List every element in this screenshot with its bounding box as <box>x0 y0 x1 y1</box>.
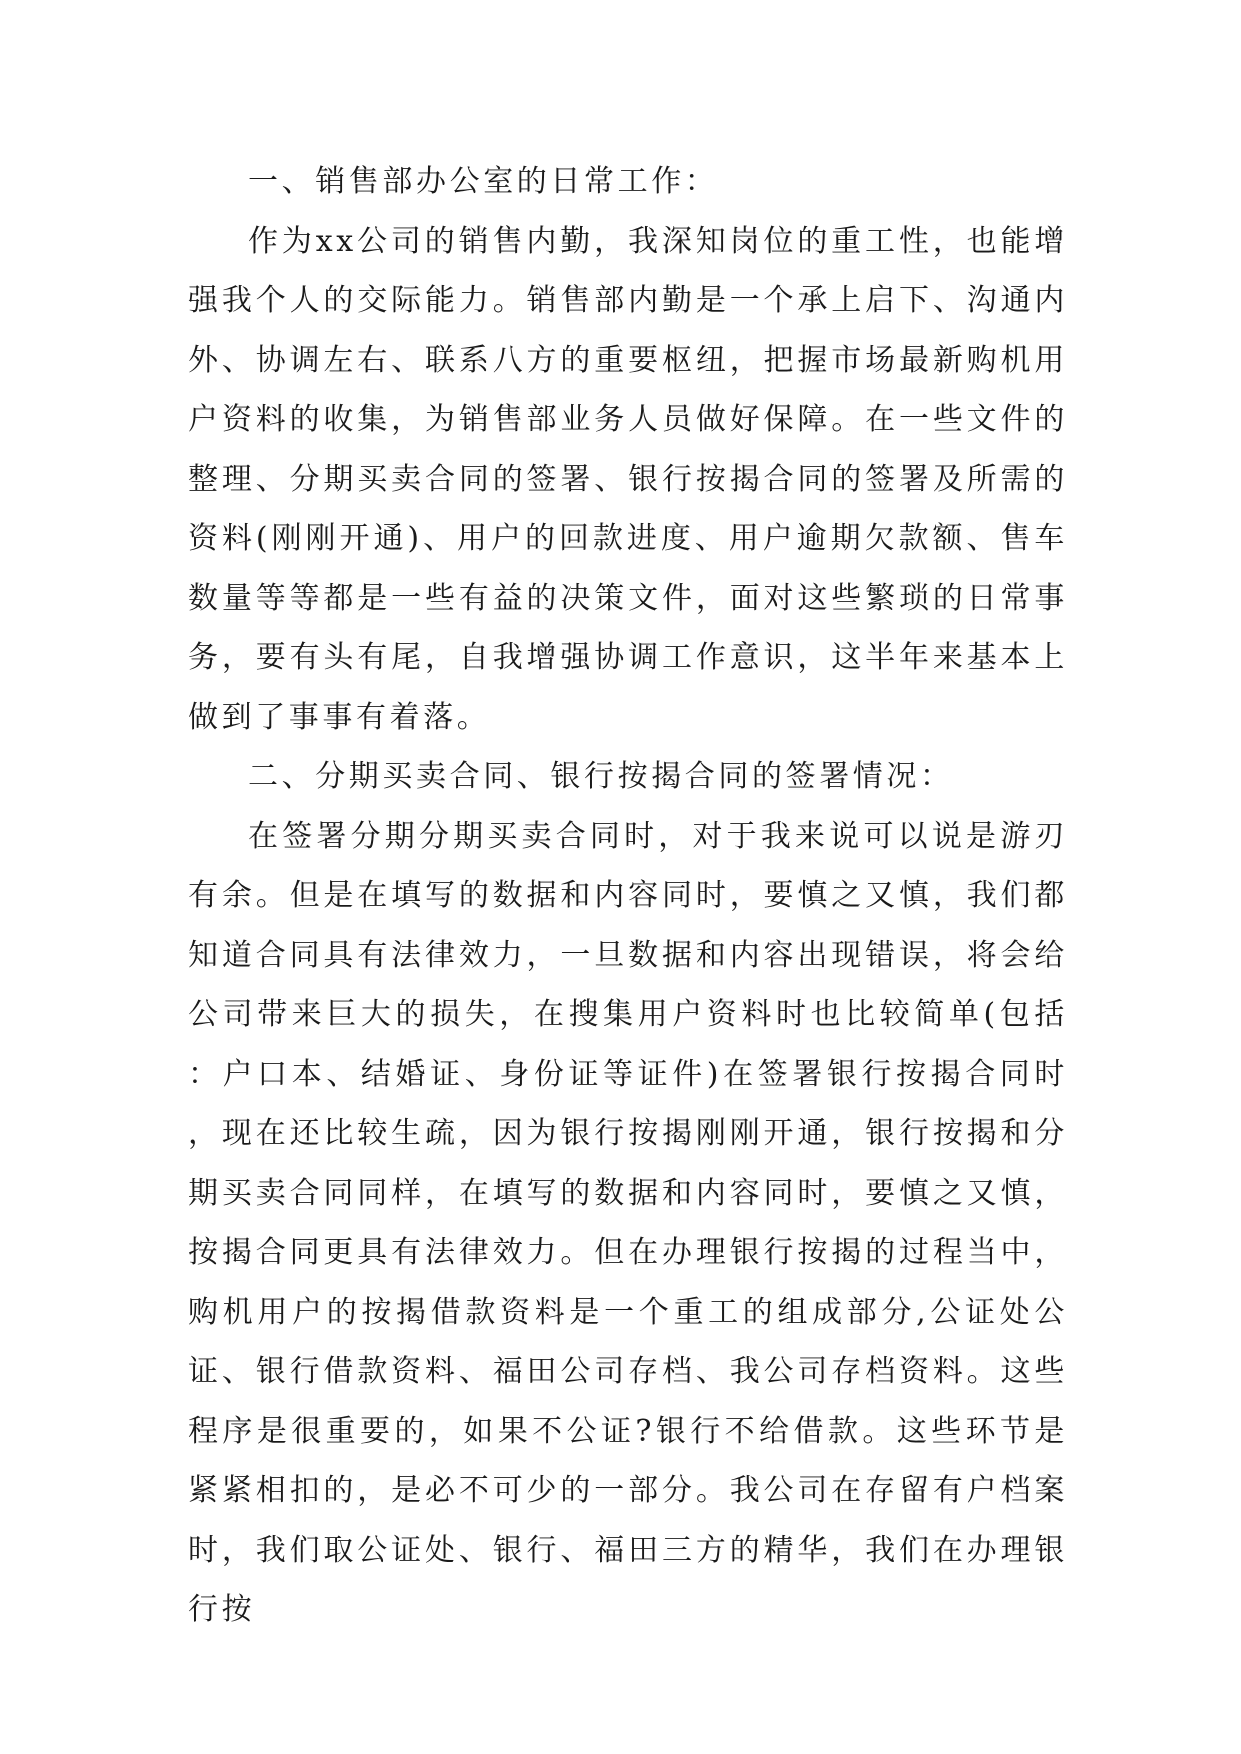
paragraph-contracts: 在签署分期分期买卖合同时，对于我来说可以说是游刃有余。但是在填写的数据和内容同时，要慎之又慎，我们都知道合同具有法律效力，一旦数据和内容出现错误，将会给公司带来巨大的损失，在搜集用户资料时也比较简单(包括：户口本、结婚证、身份证等证件)在签署银行按揭合同时，现在还比较生疏，因为银行按揭刚刚开通，银行按揭和分期买卖合同同样，在填写的数据和内容同时，要慎之又慎，按揭合同更具有法律效力。但在办理银行按揭的过程当中，购机用户的按揭借款资料是一个重工的组成部分,公证处公证、银行借款资料、福田公司存档、我公司存档资料。这些程序是很重要的，如果不公证?银行不给借款。这些环节是紧紧相扣的，是必不可少的一部分。我公司在存留有户档案时，我们取公证处、银行、福田三方的精华，我们在办理银行按 <box>188 818 1068 1627</box>
section-heading-contracts: 二、分期买卖合同、银行按揭合同的签署情况： <box>248 759 954 794</box>
paragraph-daily-work: 作为xx公司的销售内勤，我深知岗位的重工性，也能增强我个人的交际能力。销售部内勤是一个承上启下、沟通内外、协调左右、联系八方的重要枢纽，把握市场最新购机用户资料的收集，为销售部业务人员做好保障。在一些文件的整理、分期买卖合同的签署、银行按揭合同的签署及所需的资料(刚刚开通)、用户的回款进度、用户逾期欠款额、售车数量等等都是一些有益的决策文件，面对这些繁琐的日常事务，要有头有尾，自我增强协调工作意识，这半年来基本上做到了事事有着落。 <box>188 223 1068 735</box>
section-heading-daily-work: 一、销售部办公室的日常工作： <box>248 164 719 199</box>
document-body <box>188 152 1068 1640</box>
